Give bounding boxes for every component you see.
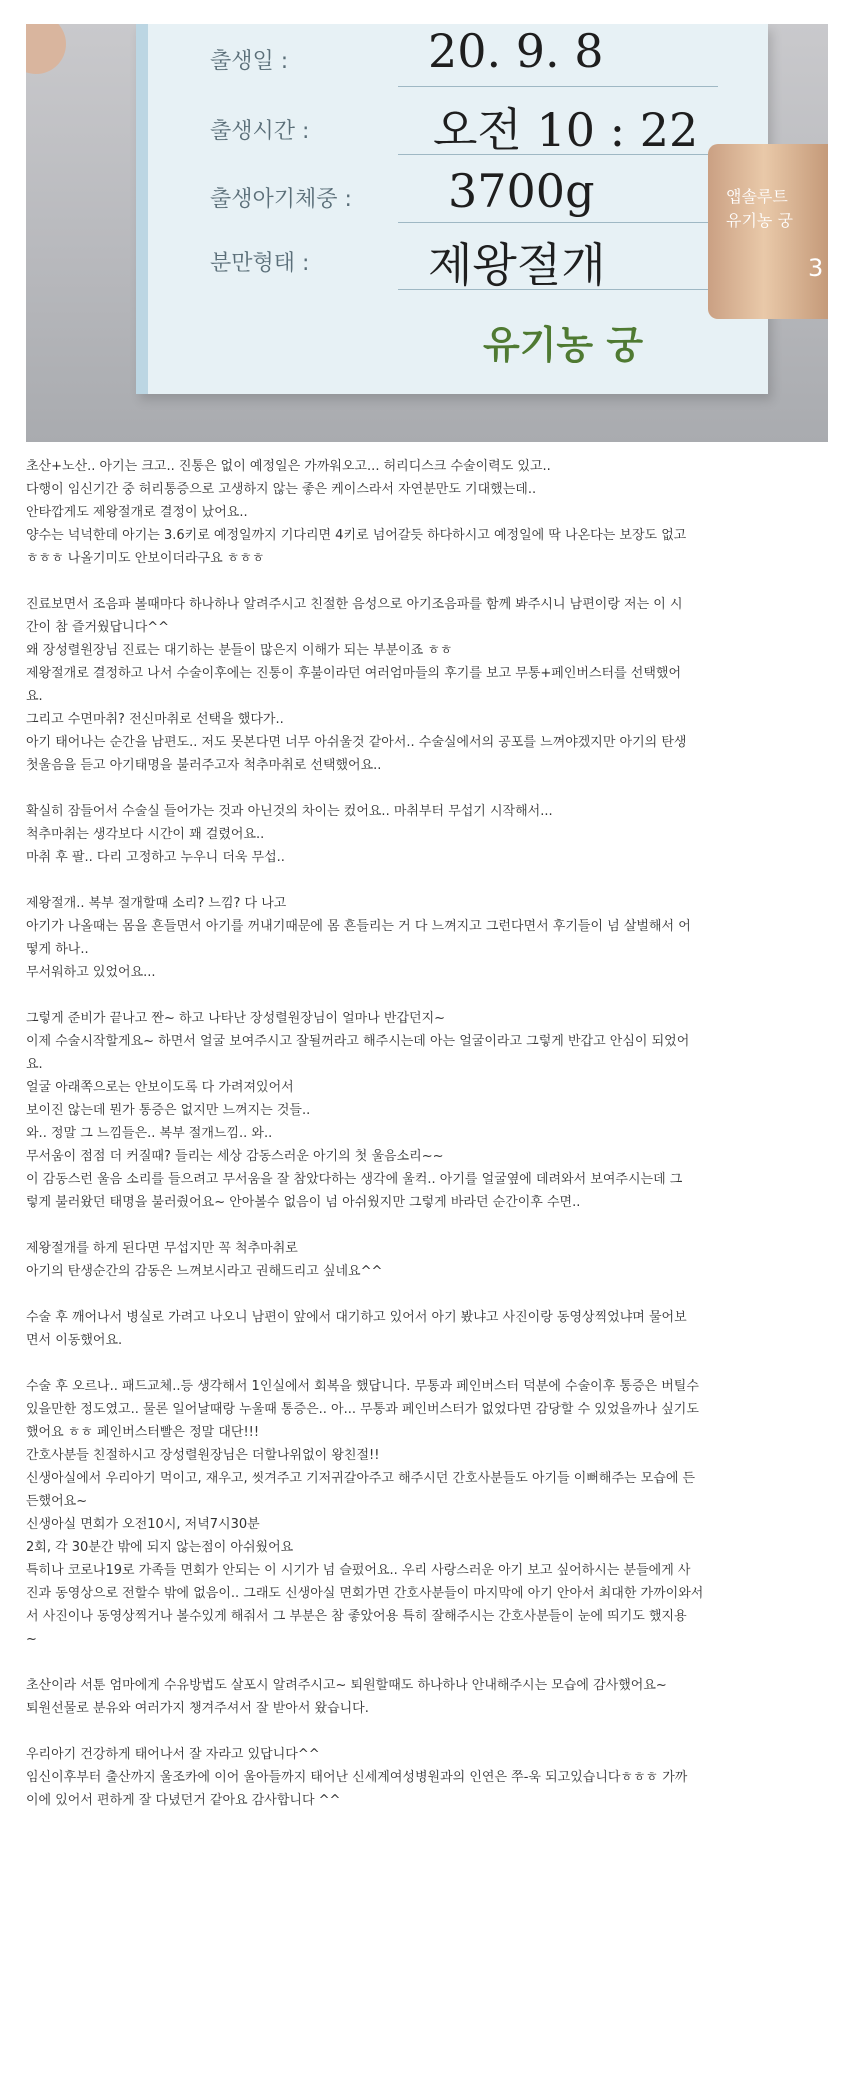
text-line: 이제 수술시작할게요~ 하면서 얼굴 보여주시고 잘될꺼라고 해주시는데 아는 얼굴이라고 그렇게 반갑고 안심이 되었어 [26, 1034, 690, 1049]
text-line: 안타깝게도 제왕절개로 결정이 났어요.. [26, 505, 248, 520]
text-line: 진과 동영상으로 전할수 밖에 없음이.. 그래도 신생아실 면회가면 간호사분들이 마지막에 아기 안아서 최대한 가까이와서 [26, 1586, 704, 1601]
text-line: 제왕절개를 하게 된다면 무섭지만 꼭 척추마취로 [26, 1241, 298, 1256]
brand-logo: 유기농 궁 [483, 323, 644, 367]
paragraph [26, 1674, 826, 1720]
can-stage: 3 [808, 254, 824, 282]
paragraph [26, 800, 826, 869]
paragraph [26, 1237, 826, 1283]
text-line: 초산+노산.. 아기는 크고.. 진통은 없이 예정일은 가까워오고... 허리디스크 수술이력도 있고.. [26, 459, 551, 474]
label-birth-weight: 출생아기체중 : [210, 187, 352, 212]
text-line: 신생아실에서 우리아기 먹이고, 재우고, 씻겨주고 기저귀갈아주고 해주시던 간호사분들도 아기들 이뻐해주는 모습에 든 [26, 1471, 696, 1486]
text-line: 아기의 탄생순간의 감동은 느껴보시라고 권해드리고 싶네요^^ [26, 1264, 383, 1279]
text-line: 아기 태어나는 순간을 남편도.. 저도 못본다면 너무 아쉬울것 같아서.. 수술실에서의 공포를 느껴야겠지만 아기의 탄생 [26, 735, 687, 750]
paragraph [26, 593, 826, 777]
text-line: 퇴원선물로 분유와 여러가지 챙겨주셔서 잘 받아서 왔습니다. [26, 1701, 369, 1716]
text-line: 서 사진이나 동영상찍거나 볼수있게 해줘서 그 부분은 참 좋았어용 특히 잘해주시는 간호사분들이 눈에 띄기도 했지용 [26, 1609, 687, 1624]
text-line: 렇게 불러왔던 태명을 불러줬어요~ 안아볼수 없음이 넘 아쉬웠지만 그렇게 바라던 순간이후 수면.. [26, 1195, 581, 1210]
text-line: 간호사분들 친절하시고 장성렬원장님은 더할나위없이 왕친절!! [26, 1448, 380, 1463]
text-line: 와.. 정말 그 느낌들은.. 복부 절개느낌.. 와.. [26, 1126, 273, 1141]
text-line: 다행이 임신기간 중 허리통증으로 고생하지 않는 좋은 케이스라서 자연분만도 기대했는데.. [26, 482, 537, 497]
text-line: 떻게 하나.. [26, 942, 89, 957]
text-line: 진료보면서 조음파 볼때마다 하나하나 알려주시고 친절한 음성으로 아기조음파를 함께 봐주시니 남편이랑 저는 이 시 [26, 597, 683, 612]
label-birth-date: 출생일 : [210, 49, 289, 74]
text-line: 요. [26, 689, 43, 704]
text-line: 양수는 넉넉한데 아기는 3.6키로 예정일까지 기다리면 4키로 넘어갈듯 하다하시고 예정일에 딱 나온다는 보장도 없고 [26, 528, 687, 543]
handwritten-weight: 3700g [448, 164, 595, 218]
text-line: 그렇게 준비가 끝나고 짠~ 하고 나타난 장성렬원장님이 얼마나 반갑던지~ [26, 1011, 446, 1026]
text-line: 면서 이동했어요. [26, 1333, 123, 1348]
paragraph [26, 1743, 826, 1812]
post-body [26, 455, 826, 1835]
text-line: 아기가 나올때는 몸을 흔들면서 아기를 꺼내기때문에 몸 흔들리는 거 다 느껴지고 그런다면서 후기들이 넘 살벌해서 어 [26, 919, 691, 934]
text-line: 제왕절개로 결정하고 나서 수술이후에는 진통이 후불이라던 여러엄마들의 후기를 보고 무통+페인버스터를 선택했어 [26, 666, 682, 681]
text-line: 이에 있어서 편하게 잘 다녔던거 같아요 감사합니다 ^^ [26, 1793, 341, 1808]
text-line: 척추마취는 생각보다 시간이 꽤 걸렸어요.. [26, 827, 265, 842]
paragraph [26, 1306, 826, 1352]
paragraph [26, 455, 826, 570]
text-line: 2회, 각 30분간 밖에 되지 않는점이 아쉬웠어요 [26, 1540, 294, 1555]
paragraph [26, 1007, 826, 1214]
handwritten-delivery: 제왕절개 [428, 238, 606, 292]
text-line: 든했어요~ [26, 1494, 88, 1509]
text-line: 무서워하고 있었어요... [26, 965, 156, 980]
text-line: 마취 후 팔.. 다리 고정하고 누우니 더욱 무섭.. [26, 850, 285, 865]
text-line: 우리아기 건강하게 태어나서 잘 자라고 있답니다^^ [26, 1747, 320, 1762]
text-line: 확실히 잠들어서 수술실 들어가는 것과 아닌것의 차이는 컸어요.. 마취부터 무섭기 시작해서... [26, 804, 553, 819]
text-line: 무서움이 점점 더 커질때? 들리는 세상 감동스러운 아기의 첫 울음소리~~ [26, 1149, 444, 1164]
text-line: 특히나 코로나19로 가족들 면회가 안되는 이 시기가 넘 슬펐어요.. 우리 사랑스러운 아기 보고 싶어하시는 분들에게 사 [26, 1563, 691, 1578]
text-line: 했어요 ㅎㅎ 페인버스터빨은 정말 대단!!! [26, 1425, 260, 1440]
text-line: 요. [26, 1057, 43, 1072]
text-line: 그리고 수면마취? 전신마취로 선택을 했다가.. [26, 712, 284, 727]
text-line: ㅎㅎㅎ 나올기미도 안보이더라구요 ㅎㅎㅎ [26, 551, 265, 566]
handwritten-time: 오전 10 : 22 [433, 103, 699, 157]
paragraph [26, 892, 826, 984]
finger [26, 24, 66, 74]
text-line: 있을만한 정도였고.. 물론 일어날때랑 누울때 통증은.. 아... 무통과 페인버스터가 없었다면 감당할 수 있었을까나 싶기도 [26, 1402, 699, 1417]
birth-card-photo [26, 24, 828, 442]
can-label-sub: 유기농 궁 [726, 211, 793, 230]
can-label: 앱솔루트 [726, 187, 788, 206]
formula-can [708, 144, 828, 319]
text-line: 첫울음을 듣고 아기태명을 불러주고자 척추마취로 선택했어요.. [26, 758, 382, 773]
birth-card [136, 24, 824, 394]
text-line: 제왕절개.. 복부 절개할때 소리? 느낌? 다 나고 [26, 896, 287, 911]
text-line: 왜 장성렬원장님 진료는 대기하는 분들이 많은지 이해가 되는 부분이죠 ㅎㅎ [26, 643, 453, 658]
handwritten-date: 20. 9. 8 [428, 24, 604, 78]
text-line: 얼굴 아래쪽으로는 안보이도록 다 가려져있어서 [26, 1080, 294, 1095]
text-line: ~ [26, 1632, 37, 1647]
text-line: 신생아실 면회가 오전10시, 저녁7시30분 [26, 1517, 260, 1532]
text-line: 이 감동스런 울음 소리를 들으려고 무서움을 잘 참았다하는 생각에 울컥.. 아기를 얼굴옆에 데려와서 보여주시는데 그 [26, 1172, 683, 1187]
label-birth-time: 출생시간 : [210, 119, 310, 144]
text-line: 초산이라 서툰 엄마에게 수유방법도 살포시 알려주시고~ 퇴원할때도 하나하나 안내해주시는 모습에 감사했어요~ [26, 1678, 667, 1693]
text-line: 간이 참 즐거웠답니다^^ [26, 620, 170, 635]
text-line: 보이진 않는데 뭔가 통증은 없지만 느껴지는 것들.. [26, 1103, 311, 1118]
label-delivery-type: 분만형태 : [210, 251, 310, 276]
text-line: 수술 후 깨어나서 병실로 가려고 나오니 남편이 앞에서 대기하고 있어서 아기 봤냐고 사진이랑 동영상찍었냐며 물어보 [26, 1310, 687, 1325]
text-line: 수술 후 오르나.. 패드교체..등 생각해서 1인실에서 회복을 했답니다. 무통과 페인버스터 덕분에 수술이후 통증은 버틸수 [26, 1379, 699, 1394]
paragraph [26, 1375, 826, 1651]
text-line: 임신이후부터 출산까지 울조카에 이어 울아들까지 태어난 신세계여성병원과의 인연은 쭈-욱 되고있습니다ㅎㅎㅎ 가까 [26, 1770, 688, 1785]
